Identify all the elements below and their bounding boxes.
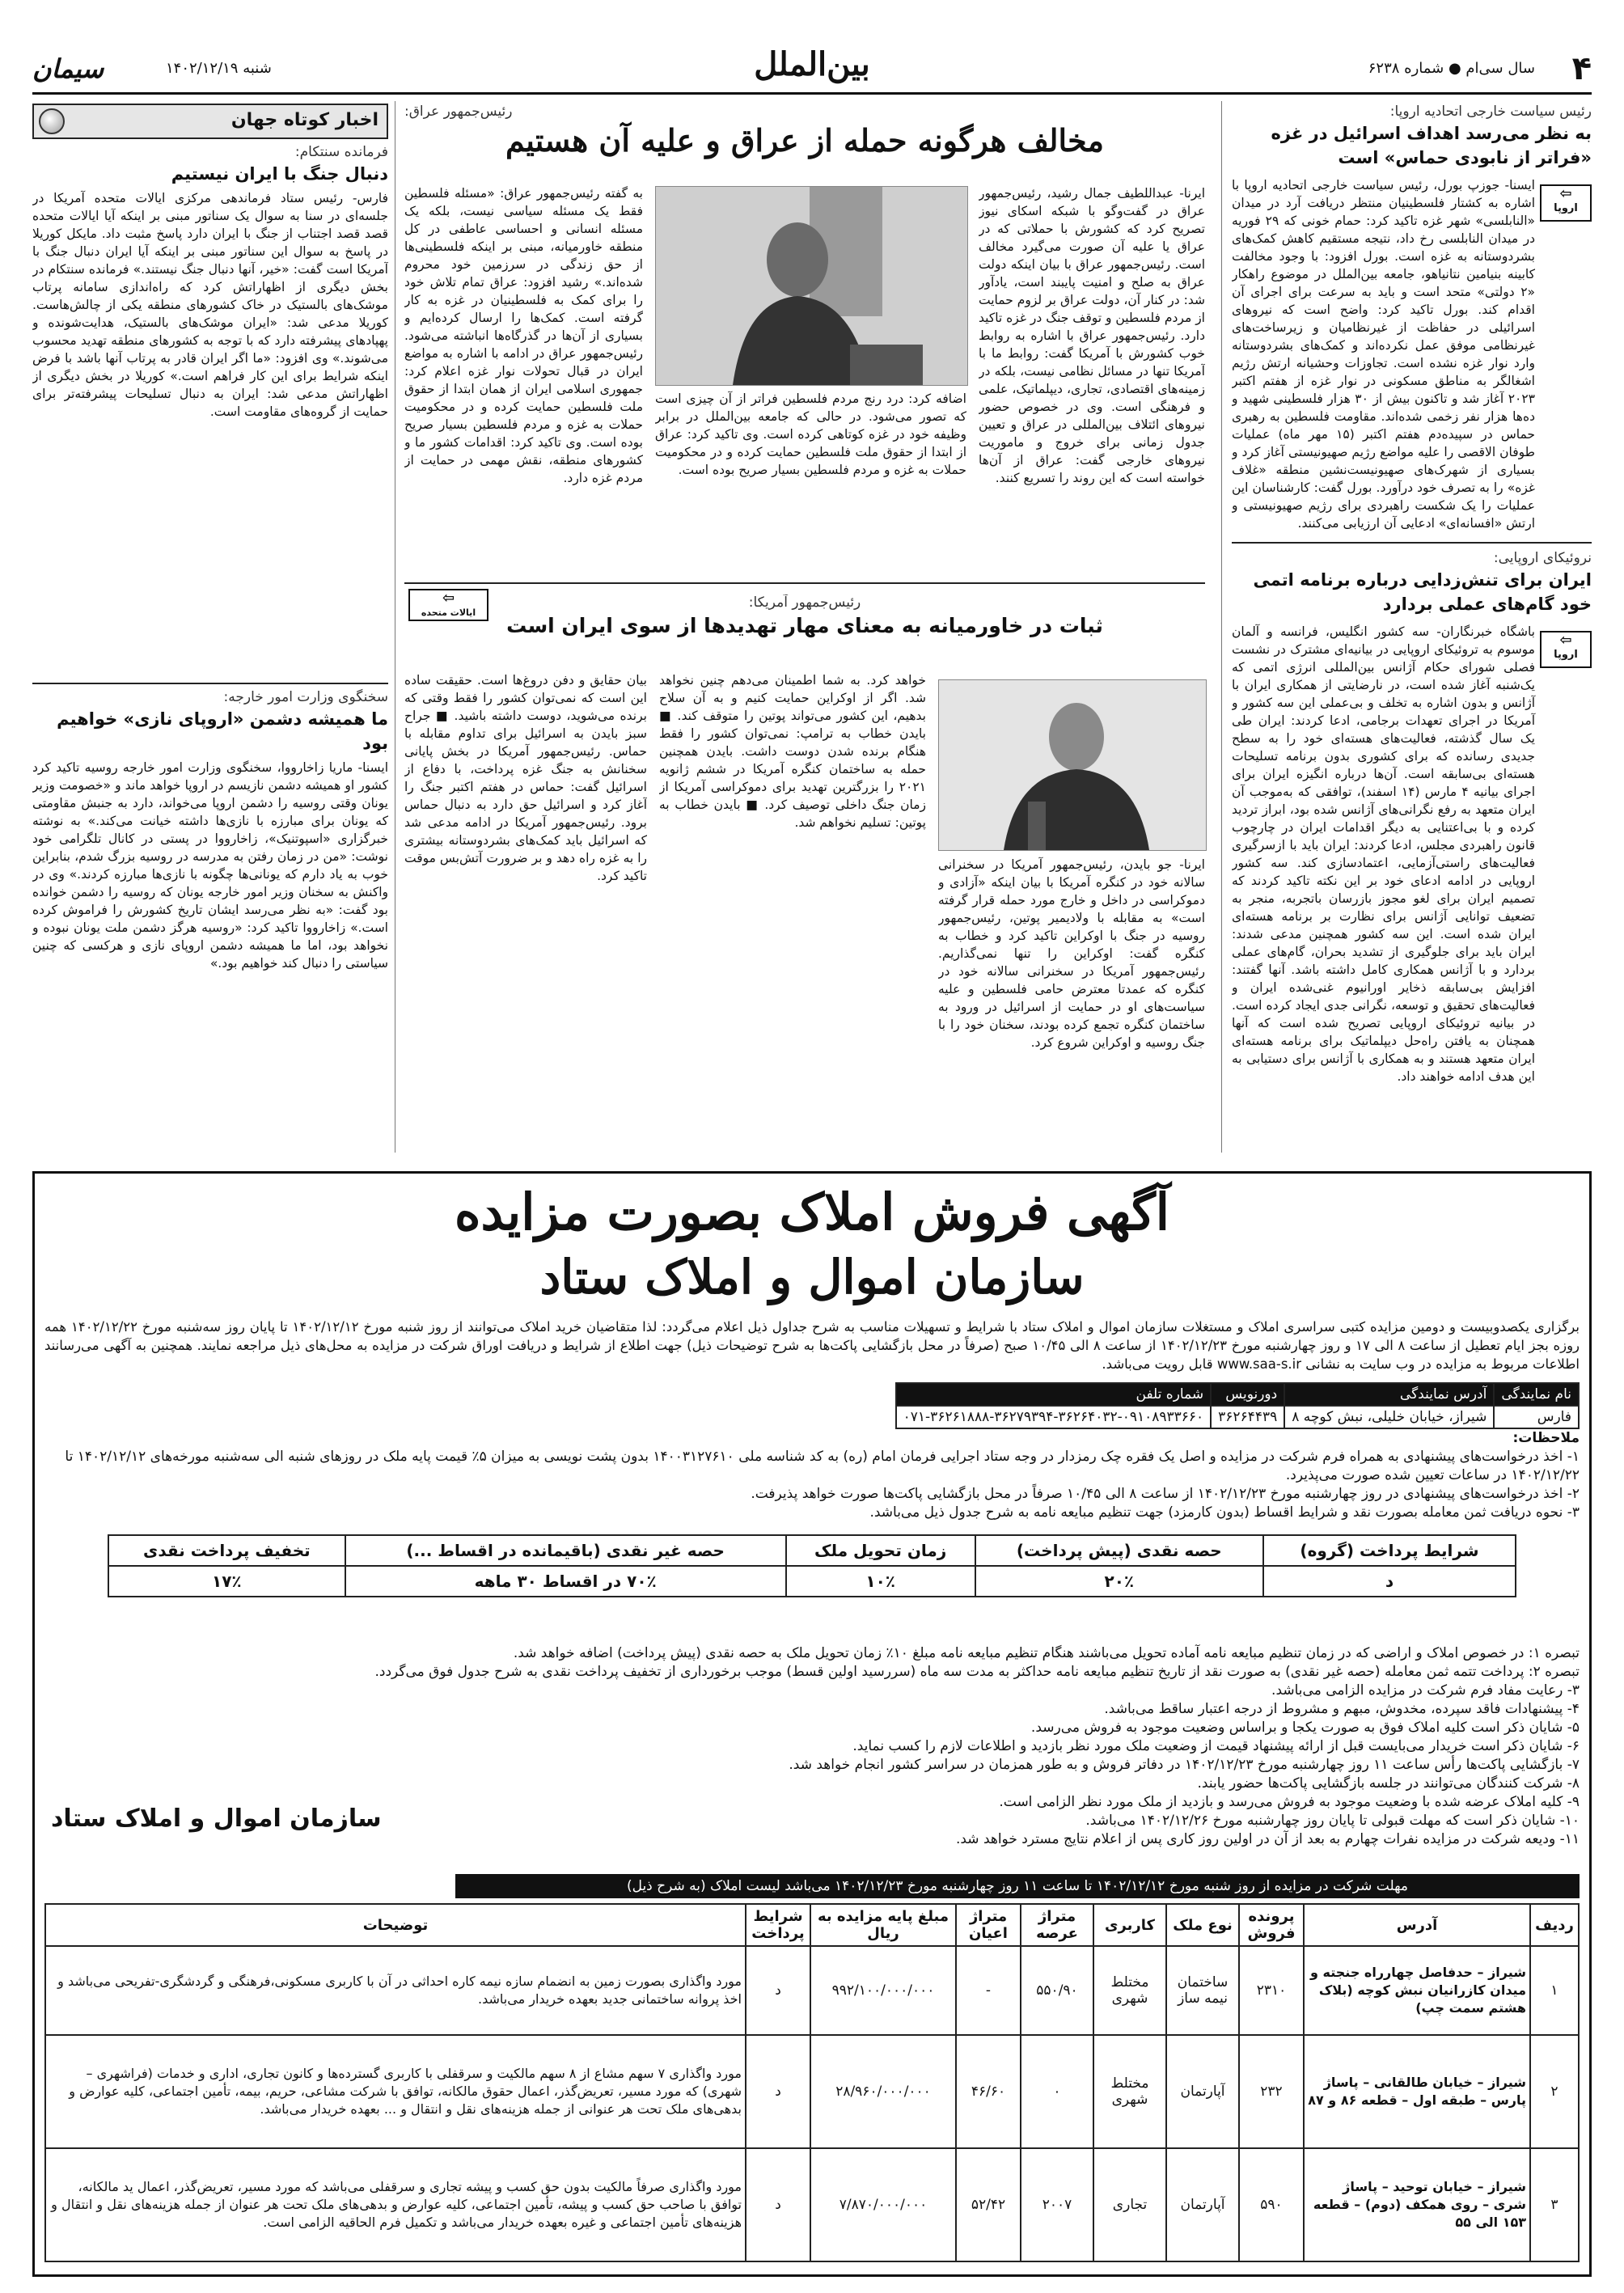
article-body: باشگاه خبرنگاران- سه کشور انگلیس، فرانسه و آلمان موسوم به تروئیکای اروپایی در بیانیه‌ای مشترک در نشست فصلی شورای حکام آژانس بین‌المللی انرژی اتمی که یک‌شنبه آغاز شده است، در نارضایتی از همکاری ایران با آژانس و بدون اشاره به تخلف و بی‌عملی این سه کشور و آمریکا در اجرای تعهدات برجامی، ادعا کردند: ایران طی یک سال گذشته، فعالیت‌های هسته‌ای خود را به سطح جدیدی رسانده که برای کشوری بدون برنامه تسلیحات هسته‌ای بی‌سابقه است. آن‌ها درباره انگیزه ایران برای اجرای بیانیه ۴ مارس (۱۴ اسفند)، توافقی که به‌موجب آن ایران متعهد به رفع نگرانی‌های آژانس شده بود، ابراز تردید کرده و با بی‌اعتنایی به دیگر اقدامات ایران در چارچوب قانون راهبردی مجلس، ادعا کردند: ایران باید با ازسرگیری فعالیت‌های راستی‌آزمایی، اعتمادسازی کند. سه کشور اروپایی در ادامه ادعای خود بر این نکته تاکید کردند که تصمیم ایران برای لغو مجوز بازرسان باتجربه، منجر به تضعیف توانایی آژانس برای نظارت بر برنامه هسته‌ای ایران شده است. این سه کشور همچنین مدعی شدند: ایران باید برای جلوگیری از تشدید بحران، گام‌های عملی بردارد و با آژانس همکاری کامل داشته باشد. آنها گفتند: افزایش بی‌سابقه ذخایر اورانیوم غنی‌شده ایران و فعالیت‌های تحقیق و توسعه، نگرانی جدی ایجاد کرده است. در بیانیه تروئیکای اروپایی تصریح شده است که آنها همچنان به یافتن راه‌حل دیپلماتیک برای برنامه هسته‌ای ایران متعهد هستند و به همکاری با آژانس برای دستیابی به این هدف ادامه خواهند داد. — [1232, 624, 1536, 1084]
table-row: ۱ شیراز – حدفاصل چهارراه جنجته و میدان کازرانیان نبش کوچه (بلاک هشتم سمت چپ) ۲۳۱۰ ساختمان نیمه ساز مختلط شهری ۵۵۰/۹۰ - ۹۹۲/۱۰۰/۰۰۰/۰۰۰ د مورد واگذاری بصورت زمین به انضمام سازه نیمه کاره احداثی در آن با کاربری مسکونی،فرهنگی و گردشگری-تفریحی می‌باشد و اخذ پروانه ساختمانی جدید بعهده خریدار می‌باشد. — [45, 1946, 1579, 2035]
section-title: بین‌الملل — [754, 45, 870, 83]
article-kicker: رئیس‌جمهور آمریکا: — [748, 594, 861, 611]
portrait-image — [656, 187, 967, 385]
world-brief-column — [32, 104, 388, 1147]
divider — [1232, 542, 1592, 544]
iraq-col-a: ایرنا- عبداللطیف جمال رشید، رئیس‌جمهور عراق در گفت‌وگو با شبکه اسکای نیوز تصریح کرد که کشورش با حملاتی که در عراق یا علیه آن صورت می‌گیرد مخالف است. رئیس‌جمهور عراق با بیان اینکه دولت عراق به صلح و امنیت پایبند است، یادآور شد: در کنار آن، دولت عراق بر لزوم حمایت از مردم فلسطین و توقف جنگ در غزه تاکید دارد. رئیس‌جمهور عراق با اشاره به روابط خوب کشورش با آمریکا گفت: روابط ما با آمریکا تنها در مسائل نظامی نیست، بلکه در زمینه‌های اقتصادی، تجاری، دیپلماتیک، علمی و فرهنگی است. وی در خصوص حضور نیروهای ائتلاف بین‌المللی در عراق و تعیین جدول زمانی برای خروج و ماموریت نیروهای خارجی گفت: عراق از آن‌ها خواسته است که این روند را تسریع کنند. — [979, 186, 1205, 485]
iraq-president-photo — [655, 186, 968, 386]
arrow-icon: ⇦ — [442, 590, 455, 607]
brief-body: ایسنا- ماریا زاخارووا، سخنگوی وزارت امور خارجه روسیه تاکید کرد کشور او همیشه دشمن نازیسم در اروپا خواهد ماند و «خصومت وزیر یونان وقتی روسیه را دشمن اروپا می‌خواند، دارد به جنبش مقاومتی که یونان برای مبارزه با نازی‌ها داشته خیانت می‌کند.» به نوشته خبرگزاری «اسپوتنیک»، زاخارووا در پستی در کانال تلگرامی خود نوشت: «من در زمان رفتن به مدرسه در روسیه بزرگ شدم، بنابراین خوب به یاد دارم که یونانی‌ها چگونه با نازی‌ها مبارزه کردند.» وی در واکنش به سخنان وزیر امور خارجه یونان که روسیه را دشمن خوانده بود گفت: «به نظر می‌رسد ایشان تاریخ کشورش را فراموش کرده است.» زاخارووا تاکید کرد: «روسیه هرگز دشمن ملت یونان نبوده و نخواهد بود، اما ما همیشه دشمن اروپای نازی و هرکسی که چنین سیاستی را دنبال کند خواهیم بود.» — [32, 760, 388, 971]
iraq-col-c: به گفته رئیس‌جمهور عراق: «مسئله فلسطین فقط یک مسئله سیاسی نیست، بلکه یک مسئله انسانی و احساسی عاطفی در کل منطقه خاورمیانه، مبنی بر اینکه فلسطینی‌ها از حق زندگی در سرزمین خود محروم شده‌اند.» رشید افزود: عراق تمام تلاش خود را برای کمک به فلسطینیان در غزه به کار گرفته است. کمک‌ها را ارسال کرده‌ایم و بسیاری از آن‌ها در گذرگاه‌ها انباشته می‌شود. رئیس‌جمهور عراق در ادامه با اشاره به مواضع ایران در قبال تحولات نوار غزه اعلام کرد: جمهوری اسلامی ایران از همان ابتدا از حقوق ملت فلسطین حمایت کرده و در محکومیت حملات به غزه و مردم فلسطین بسیار صریح بوده است. وی تاکید کرد: اقدامات کشور ما و کشورهای منطقه، نقش مهمی در حمایت از مردم غزه دارد. — [404, 186, 643, 485]
brief-headline: دنبال جنگ با ایران نیستیم — [171, 164, 388, 184]
article-biden — [404, 594, 1205, 659]
table-header-row: ردیف آدرس پرونده فروش نوع ملک کاربری متراژ عرصه متراژ اعیان مبلغ پایه مزایده به ریال شرایط پرداخت توضیحات — [45, 1904, 1579, 1946]
article-kicker: نروئیکای اروپایی: — [1493, 550, 1592, 566]
representative-table: نام نمایندگی آدرس نمایندگی دورنویس شماره تلفن فارس شیراز، خیابان خلیلی، نبش کوچه ۸ ۳۶۲۶۴۴۳۹ ۰۷۱-۳۶۲۶۱۸۸۸-۳۶۲۷۹۳۹۴-۳۶۲۶۴۰۳۲-۰۹۱۰۸۹۳۳۶۶۰ — [895, 1382, 1580, 1429]
arrow-icon: ⇦ — [1559, 185, 1572, 202]
article-kicker: رئیس‌جمهور عراق: — [404, 104, 513, 120]
ad-intro: برگزاری یکصدوبیست و دومین مزایده کتبی سراسری املاک و مستغلات سازمان اموال و املاک ستاد با شرایط و تسهیلات مناسب به شرح جداول ذیل اعلام می‌گردد: لذا متقاضیان خرید املاک می‌توانند از روز شنبه مورخ ۱۴۰۲/۱۲/۱۲ تا پایان روز سه‌شنبه مورخ ۱۴۰۲/۱۲/۲۲ همه روزه بجز ایام تعطیل از ساعت ۸ الی ۱۷ و روز چهارشنبه مورخ ۱۴۰۲/۱۲/۲۳ از ساعت ۸ الی ۱۰/۴۵ صبح (صرفاً در محل بازگشایی پاکت‌ها به شرح توضیحات ذیل) جهت اطلاع از شرایط و دریافت اوراق شرکت در مزایده به محل‌های ذیل مراجعه نمایند. همچنین به آگهی می‌رسانند اطلاعات مربوط به مزایده در وب سایت به نشانی www.saa-s.ir قابل رویت می‌باشد. — [44, 1319, 1580, 1372]
biden-col-a: ایرنا- جو بایدن، رئیس‌جمهور آمریکا در سخنرانی سالانه خود در کنگره آمریکا با بیان اینکه «آزادی و دموکراسی در داخل و خارج مورد حمله قرار گرفته است» به مقابله با ولادیمیر پوتین، رئیس‌جمهور روسیه در جنگ با اوکراین تاکید کرد و خطاب به کنگره گفت: اوکراین را تنها نمی‌گذاریم. رئیس‌جمهور آمریکا در سخنرانی سالانه خود در کنگره که عمدتا معترض حامی فلسطین و علیه سیاست‌های او در حمایت از اسرائیل در ورود به ساختمان کنگره تجمع کرده بودند، سخنان خود را با جنگ روسیه و اوکراین شروع کرد. — [938, 857, 1205, 1050]
ad-notes: ملاحظات: ۱- اخذ درخواست‌های پیشنهادی به همراه فرم شرکت در مزایده و اصل یک فقره چک رمزدار در وجه ستاد اجرایی فرمان امام (ره) به کد شناسه ملی ۱۴۰۰۳۱۲۷۶۱۰ بدون پشت نویسی به میزان ۵٪ قیمت پایه ملک در روزهای شنبه الی سه‌شنبه مورخه‌های ۱۴۰۲/۱۲/۱۲ تا ۱۴۰۲/۱۲/۲۲ در ساعات تعیین شده صورت می‌پذیرد. ۲- اخذ درخواست‌های پیشنهادی در روز چهارشنبه مورخ ۱۴۰۲/۱۲/۲۳ از ساعت ۸ الی ۱۰/۴۵ صرفاً در محل بازگشایی پاکت‌ها صورت خواهد پذیرفت. ۳- نحوه دریافت ثمن معامله بصورت نقد و شرایط اقساط (بدون کارمزد) جهت تنظیم مبایعه نامه به شرح جدول ذیل می‌باشد. — [65, 1430, 1580, 1521]
table-row: ۲ شیراز – خیابان طالقانی – پاساژ پارس – طبقه اول – قطعه ۸۶ و ۸۷ ۲۳۲ آپارتمان مختلط شهری ۰ ۴۶/۶۰ ۲۸/۹۶۰/۰۰۰/۰۰۰ د مورد واگذاری ۷ سهم مشاع از ۸ سهم مالکیت و سرقفلی با کاربری گسترده‌ها و کانون تجاری، اداری و خدمات (فراشهری – شهری) که مورد مسیر، تعریض‌گذر، اعمال حقوق مالکانه، توافق با شرکت مشاعی، حریم، بیمه، تأمین اجتماعی، کلیه عوارض و بدهی‌های ملک تحت هر عنوانی از جمله هزینه‌های نقل و انتقال و ... بعهده خریدار می‌باشد. — [45, 2035, 1579, 2148]
newspaper-logo: سیمان — [32, 53, 104, 84]
region-tag: ⇦ اروپا — [1540, 184, 1592, 222]
article-e3 — [1232, 550, 1592, 1144]
page-number: ۴ — [1571, 50, 1592, 87]
article-headline: ایران برای تنش‌زدایی درباره برنامه اتمی خود گام‌های عملی بردارد — [1253, 570, 1592, 614]
brief-kicker: فرمانده سنتکام: — [294, 144, 388, 160]
article-headline: به نظر می‌رسد اهداف اسرائیل در غزه «فراتر از نابودی حماس» است — [1271, 124, 1592, 167]
column-rule — [1221, 101, 1222, 1153]
biden-photo — [938, 679, 1207, 851]
brief-kicker: سخنگوی وزارت امور خارجه: — [223, 689, 388, 705]
page-header — [32, 45, 1592, 95]
divider — [404, 582, 1205, 584]
brief-headline: ما همیشه دشمن «اروپای نازی» خواهیم بود — [57, 709, 388, 753]
deadline-bar: مهلت شرکت در مزایده از روز شنبه مورخ ۱۴۰۲/۱۲/۱۲ تا ساعت ۱۱ روز چهارشنبه مورخ ۱۴۰۲/۱۲/۲۳ می‌باشد لیست املاک (به شرح ذیل) — [455, 1874, 1580, 1898]
ad-remarks: تبصره ۱: در خصوص املاک و اراضی که در زمان تنظیم مبایعه نامه آماده تحویل می‌باشند هنگام تنظیم مبایعه نامه مبلغ ۱۰٪ زمان تحویل ملک به حصه نقدی (پیش پرداخت) اضافه خواهد شد. تبصره ۲: پرداخت تتمه ثمن معامله (حصه غیر نقدی) به صورت نقد از تاریخ تنظیم مبایعه نامه حداکثر به مدت سه ماه (سررسید اولین قسط) موجب برخورداری از تخفیف پرداخت نقدی به شرح جدول فوق می‌گردد. ۳- رعایت مفاد فرم شرکت در مزایده الزامی می‌باشد. ۴- پیشنهادات فاقد سپرده، مخدوش، مبهم و مشروط از درجه اعتبار ساقط می‌باشد. ۵- شایان ذکر است کلیه املاک فوق به صورت یکجا و براساس وضعیت موجود به فروش می‌رسد. ۶- شایان ذکر است خریدار می‌بایست قبل از ارائه پیشنهاد قیمت از وضعیت ملک مورد نظر بازدید و اطلاعات لازم را کسب نماید. ۷- بازگشایی پاکت‌ها رأس ساعت ۱۱ روز چهارشنبه مورخ ۱۴۰۲/۱۲/۲۳ در دفاتر فروش و به طور همزمان در سراسر کشور انجام خواهد شد. ۸- شرکت کنندگان می‌توانند در جلسه بازگشایی پاکت‌ها حضور یابند. ۹- کلیه املاک عرضه شده با وضعیت موجود به فروش می‌رسد و بازدید از ملک مورد نظر الزامی است. ۱۰- شایان ذکر است که مهلت قبولی تا پایان روز چهارشنبه مورخ ۱۴۰۲/۱۲/۲۶ می‌باشد. ۱۱- ودیعه شرکت در مزایده نفرات چهارم به بعد از آن در اولین روز کاری پس از اعلام نتایج مسترد خواهد شد. — [374, 1645, 1580, 1847]
issue-info: سال سی‌ام ● شماره ۶۲۳۸ — [1368, 60, 1535, 77]
biden-col-c: بیان حقایق و دفن دروغ‌ها است. حقیقت ساده این است که نمی‌توان کشور را فقط وقتی که برنده می‌شوید، دوست داشته باشید. ■ جراح سبز بایدن به اسرائیل برای تداوم مقابله با حماس. رئیس‌جمهور آمریکا در بخش پایانی سخنانش به جنگ غزه پرداخت، با دفاع از اسرائیل گفت: حماس در هفتم اکتبر جنگ را آغاز کرد و اسرائیل حق دارد به دنبال حماس برود. رئیس‌جمهور آمریکا در ادامه مدعی شد که اسرائیل باید کمک‌های بشردوستانه بیشتری را به غزه راه دهد و بر ضرورت آتش‌بس موقت تاکید کرد. — [404, 673, 647, 883]
article-borrell — [1232, 104, 1592, 532]
section-band: اخبار کوتاه جهان — [32, 104, 388, 139]
article-headline: ثبات در خاورمیانه به معنای مهار تهدیدها از سوی ایران است — [506, 614, 1103, 637]
article-body: ایسنا- جوزپ بورل، رئیس سیاست خارجی اتحادیه اروپا با اشاره به کشتار فلسطینیان منتظر دریافت آرد در میدان «النابلسی» شهر غزه تاکید کرد: حمام خونی که ۲۹ فوریه در میدان النابلسی رخ داد، نتیجه مستقیم کاهش کمک‌های بشردوستانه به غزه است. بورل افزود: با وجود مخالفت کابینه بنیامین نتانیاهو، جامعه بین‌الملل در موضوع راهکار «۲ دولتی» متحد است و باید به سرعت برای اجرای آن اقدام کند. بورل تاکید کرد: واضح است که نیروهای اسرائیلی در حفاظت از غیرنظامیان و زیرساخت‌های غیرنظامی موفق عمل نکرده‌اند و کمک‌های بشردوستانه وارد نوار غزه نشده است. تجاوزات وحشیانه ارتش رژیم اشغالگر به مناطق مسکونی در نوار غزه از هفتم اکتبر ۲۰۲۳ آغاز شد و تاکنون بیش از ۳۰ هزار فلسطینی شهید و ده‌ها هزار نفر زخمی شده‌اند. مقاومت فلسطین به رهبری حماس در سپیده‌دم هفتم اکتبر (۱۵ مهر ماه) عملیات طوفان الاقصی را علیه مواضع رژیم صهیونیستی آغاز کرد و بسیاری از شهرک‌های صهیونیست‌نشین منطقه «غلاف غزه» را به تصرف خود درآورد. بورل گفت: کارشناسان این عملیات را یک شکست راهبردی برای رژیم صهیونیستی و ارتش «افسانه‌ای» ادعایی آن ارزیابی می‌کنند. — [1232, 178, 1536, 531]
region-tag: ⇦ اروپا — [1540, 631, 1592, 668]
globe-icon — [39, 108, 65, 134]
brief-body: فارس- رئیس ستاد فرماندهی مرکزی ایالات متحده آمریکا در جلسه‌ای در سنا به سوال یک سناتور مبنی بر اینکه آیا ایالات متحده قصد قصد اجتناب از جنگ با ایران دارد پاسخ مثبت داد. مایکل کوریلا در پاسخ به سوال این سناتور مبنی بر اینکه آیا ایران دنبال جنگ با آمریکا است گفت: «خیر، آنها دنبال جنگ نیستند.» فرمانده سنتکام در بخش دیگری از اظهاراتش کرد که راه‌اندازی سامانه پرتاب موشک‌های بالستیک در خاک کشورهای منطقه یکی از چالش‌هاست. کوریلا مدعی شد: «ایران موشک‌های بالستیک، هدایت‌شونده و پهپادهای پیشرفته دارد که با توجه به کشورهای منطقه تهدید محسوب می‌شوند.» وی افزود: «ما اگر ایران قادر به پرتاب آنها باشد با فرض اینکه شرایط برای این کار فراهم است.» کوریلا در بخش دیگری از اظهاراتش مدعی شد: ایران به دنبال تسلیحات پیشرفته‌تر برای حمایت از گروه‌های مقاومت است. — [32, 191, 388, 419]
properties-table — [44, 1903, 1580, 2262]
ad-title-1: آگهی فروش املاک بصورت مزایده — [454, 1182, 1169, 1242]
article-headline: مخالف هرگونه حمله از عراق و علیه آن هستیم — [505, 122, 1104, 159]
table-row: ۳ شیراز – خیابان توحید – پاساژ شری – روی همکف (دوم) – قطعه ۱۵۳ الی ۵۵ ۵۹۰ آپارتمان تجاری ۲۰۰۷ ۵۲/۴۲ ۷/۸۷۰/۰۰۰/۰۰۰ د مورد واگذاری صرفاً مالکیت بدون حق کسب و پیشه تجاری و سرقفلی می‌باشد که مورد مسیر، تعریض‌گذر، اعمال ید مالکانه، توافق با صاحب حق کسب و پیشه، تأمین اجتماعی، کلیه عوارض و بدهی‌های ملک تحت هر عنوان از جمله هزینه‌های نقل و انتقال و هزینه‌های تأمین اجتماعی و غیره بعهده خریدار می‌باشد و تکمیل فرم الحاقیه الزامی است. — [45, 2148, 1579, 2261]
region-tag: ⇦ ایالات متحده — [408, 589, 488, 621]
org-signature: سازمان اموال و املاک ستاد — [51, 1804, 382, 1833]
iraq-col-b: اضافه کرد: درد رنج مردم فلسطین فراتر از آن چیزی است که تصور می‌شود. در حالی که جامعه بین‌الملل در برابر وظیفه خود در غزه کوتاهی کرده است. وی تاکید کرد: عراق از ابتدا از حقوق ملت فلسطین حمایت کرده و در محکومیت حملات به غزه و مردم فلسطین بسیار صریح بوده است. — [655, 391, 966, 477]
payment-terms-table: شرایط پرداخت (گروه) حصه نقدی (پیش پرداخت) زمان تحویل ملک حصه غیر نقدی (باقیمانده در اقساط ...) تخفیف پرداخت نقدی د ۲۰٪ ۱۰٪ ۷۰٪ در اقساط ۳۰ ماهه ۱۷٪ — [108, 1534, 1516, 1597]
article-kicker: رئیس سیاست خارجی اتحادیه اروپا: — [1389, 104, 1592, 120]
publication-date: شنبه ۱۴۰۲/۱۲/۱۹ — [166, 60, 272, 77]
portrait-image — [939, 680, 1206, 850]
ad-title-2: سازمان اموال و املاک ستاد — [539, 1250, 1085, 1305]
arrow-icon: ⇦ — [1559, 632, 1572, 649]
biden-col-b: خواهد کرد. به شما اطمینان می‌دهم چنین نخواهد شد. اگر از اوکراین حمایت کنیم و به آن سلاح بدهیم، این کشور می‌تواند پوتین را متوقف کند. ■ بایدن خطاب به ترامپ: نمی‌توان کشور را فقط هنگام برنده شدن دوست داشت. بایدن همچنین حمله به ساختمان کنگره آمریکا در ششم ژانویه ۲۰۲۱ را بزرگترین تهدید برای دموکراسی آمریکا از زمان جنگ داخلی توصیف کرد. ■ بایدن خطاب به پوتین: تسلیم نخواهم شد. — [659, 673, 926, 830]
auction-advertisement — [32, 1171, 1592, 2277]
